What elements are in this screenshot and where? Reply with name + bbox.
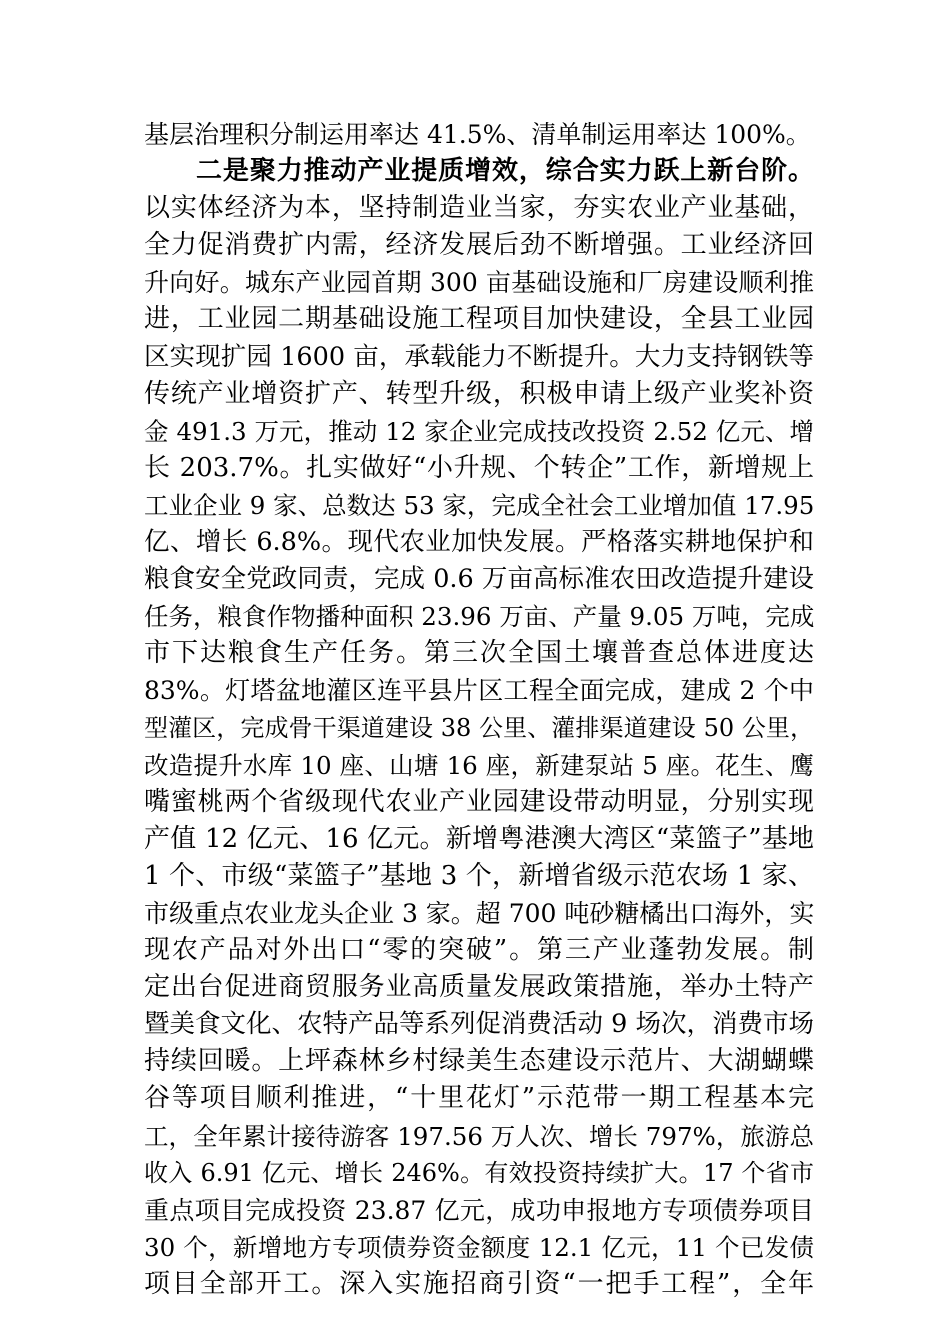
paragraph-line: 谷等项目顺利推进，“十里花灯”示范带一期工程基本完: [144, 1083, 814, 1114]
paragraph-line: 现农产品对外出口“零的突破”。第三产业蓬勃发展。制: [144, 935, 814, 966]
paragraph-line: 长 203.7%。扎实做好“小升规、个转企”工作，新增规上: [144, 452, 814, 483]
paragraph-line: 进，工业园二期基础设施工程项目加快建设，全县工业园: [144, 304, 814, 335]
paragraph-line: 传统产业增资扩产、转型升级，积极申请上级产业奖补资: [144, 378, 814, 409]
body-text: [144, 116, 814, 1303]
paragraph-line: 暨美食文化、农特产品等系列促消费活动 9 场次，消费市场: [144, 1009, 814, 1040]
paragraph-line: 83%。灯塔盆地灌区连平县片区工程全面完成，建成 2 个中: [144, 676, 814, 706]
section-heading-line: 二是聚力推动产业提质增效，综合实力跃上新台阶。: [196, 156, 814, 187]
paragraph-line: 持续回暖。上坪森林乡村绿美生态建设示范片、大湖蝴蝶: [144, 1046, 814, 1077]
paragraph-line: 项目全部开工。深入实施招商引资“一把手工程”，全年: [144, 1268, 814, 1299]
paragraph-line: 粮食安全党政同责，完成 0.6 万亩高标准农田改造提升建设: [144, 564, 814, 595]
paragraph-line: 型灌区，完成骨干渠道建设 38 公里、灌排渠道建设 50 公里，: [144, 713, 814, 742]
paragraph-line: 金 491.3 万元，推动 12 家企业完成技改投资 2.52 亿元、增: [144, 416, 814, 446]
paragraph-line: 升向好。城东产业园首期 300 亩基础设施和厂房建设顺利推: [144, 268, 814, 298]
paragraph-line: 市级重点农业龙头企业 3 家。超 700 吨砂糖橘出口海外，实: [144, 898, 815, 928]
paragraph-line: 产值 12 亿元、16 亿元。新增粤港澳大湾区“菜篮子”基地: [144, 823, 814, 854]
paragraph-line: 收入 6.91 亿元、增长 246%。有效投资持续扩大。17 个省市: [144, 1158, 814, 1187]
paragraph-line: 1 个、市级“菜篮子”基地 3 个，新增省级示范农场 1 家、: [144, 860, 814, 891]
paragraph-line: 30 个，新增地方专项债券资金额度 12.1 亿元，11 个已发债: [144, 1232, 814, 1262]
paragraph-line: 以实体经济为本，坚持制造业当家，夯实农业产业基础，: [144, 193, 814, 224]
paragraph-line: 定出台促进商贸服务业高质量发展政策措施，举办土特产: [144, 972, 814, 1003]
paragraph-line: 改造提升水库 10 座、山塘 16 座，新建泵站 5 座。花生、鹰: [144, 750, 814, 780]
paragraph-line: 市下达粮食生产任务。第三次全国土壤普查总体进度达: [144, 638, 814, 669]
paragraph-line: 工业企业 9 家、总数达 53 家，完成全社会工业增加值 17.95: [144, 490, 815, 520]
paragraph-line: 区实现扩园 1600 亩，承载能力不断提升。大力支持钢铁等: [144, 341, 814, 372]
paragraph-line: 任务，粮食作物播种面积 23.96 万亩、产量 9.05 万吨，完成: [144, 602, 815, 632]
paragraph-line: 重点项目完成投资 23.87 亿元，成功申报地方专项债券项目: [144, 1195, 814, 1225]
paragraph-line: 工，全年累计接待游客 197.56 万人次、增长 797%，旅游总: [144, 1121, 814, 1151]
paragraph-line: 亿、增长 6.8%。现代农业加快发展。严格落实耕地保护和: [144, 527, 814, 558]
paragraph-line: 全力促消费扩内需，经济发展后劲不断增强。工业经济回: [144, 230, 814, 261]
paragraph-line: 嘴蜜桃两个省级现代农业产业园建设带动明显，分别实现: [144, 786, 814, 817]
paragraph-line: 基层治理积分制运用率达 41.5%、清单制运用率达 100%。: [144, 120, 811, 149]
